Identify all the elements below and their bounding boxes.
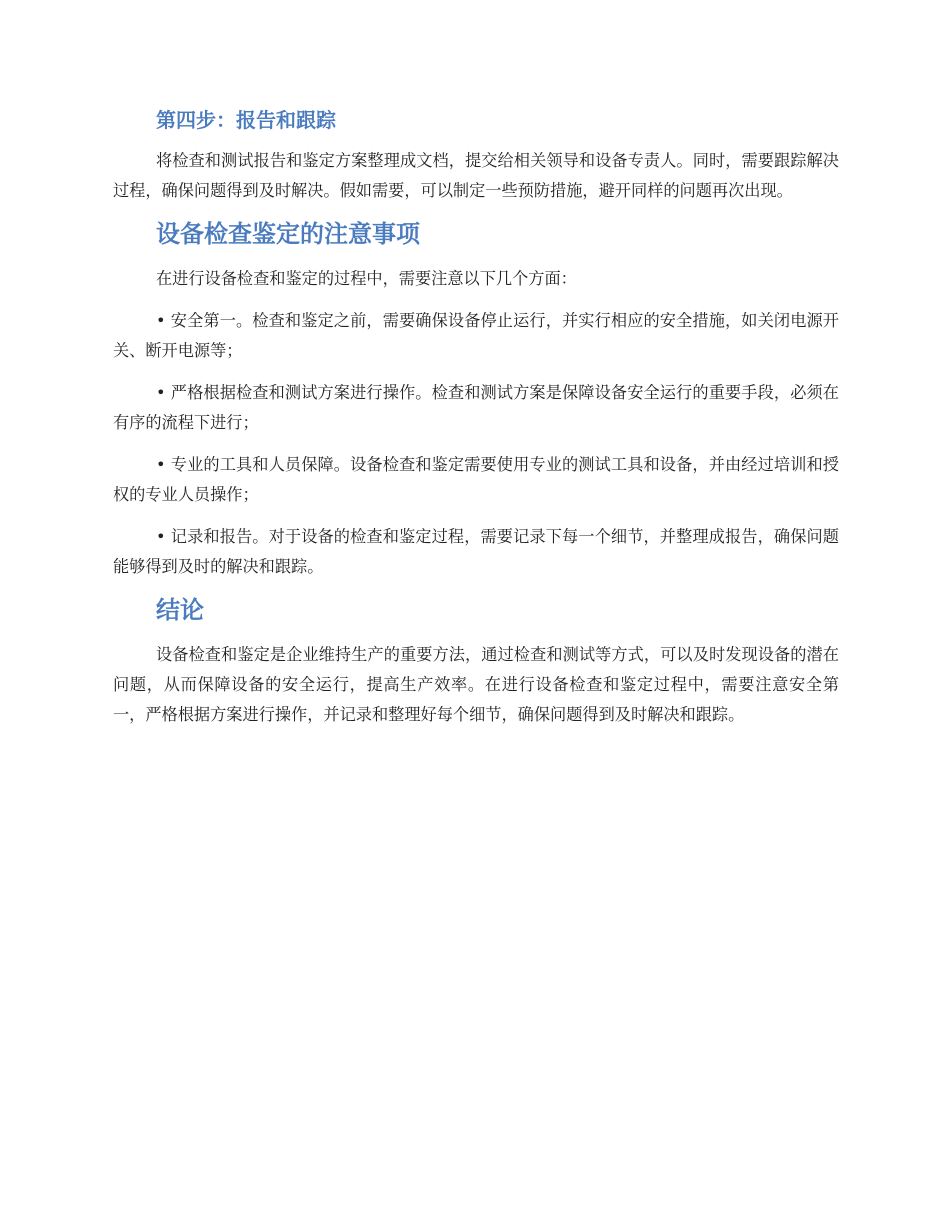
step4-heading: 第四步：报告和跟踪 <box>156 108 336 132</box>
conclusion-heading: 结论 <box>156 596 204 624</box>
notes-intro: 在进行设备检查和鉴定的过程中，需要注意以下几个方面： <box>156 269 577 288</box>
notes-item-records: • 记录和报告。对于设备的检查和鉴定过程，需要记录下每一个细节，并整理成报告，确保问题能够得到及时的解决和跟踪。 <box>113 527 839 576</box>
notes-item-safety: • 安全第一。检查和鉴定之前，需要确保设备停止运行，并实行相应的安全措施，如关闭电源开关、断开电源等； <box>113 311 839 360</box>
notes-item-procedure: • 严格根据检查和测试方案进行操作。检查和测试方案是保障设备安全运行的重要手段，必须在有序的流程下进行； <box>113 383 839 432</box>
document-page <box>113 106 839 742</box>
notes-item-tools-personnel: • 专业的工具和人员保障。设备检查和鉴定需要使用专业的测试工具和设备，并由经过培训和授权的专业人员操作； <box>113 455 839 504</box>
conclusion-paragraph: 设备检查和鉴定是企业维持生产的重要方法，通过检查和测试等方式，可以及时发现设备的潜在问题，从而保障设备的安全运行，提高生产效率。在进行设备检查和鉴定过程中，需要注意安全第一，严格根据方案进行操作，并记录和整理好每个细节，确保问题得到及时解决和跟踪。 <box>113 645 839 724</box>
notes-heading: 设备检查鉴定的注意事项 <box>156 220 420 248</box>
step4-paragraph: 将检查和测试报告和鉴定方案整理成文档，提交给相关领导和设备专责人。同时，需要跟踪解决过程，确保问题得到及时解决。假如需要，可以制定一些预防措施，避开同样的问题再次出现。 <box>113 151 839 200</box>
